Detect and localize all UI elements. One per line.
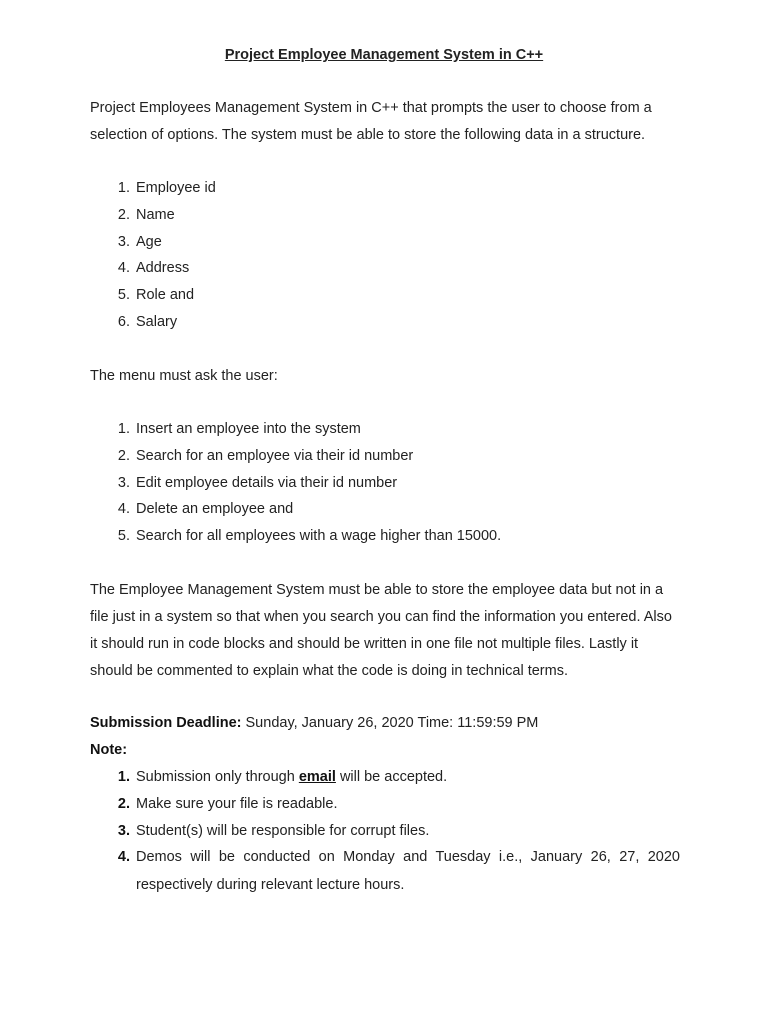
intro-paragraph: Project Employees Management System in C++ that prompts the user to choose from a selection of options. The system must be able to store the following data in a structure. (90, 100, 652, 143)
document-title: Project Employee Management System in C++ (224, 47, 544, 63)
list-item: 2. Name (117, 206, 175, 223)
submission-deadline (90, 710, 680, 737)
list-item: 5. Role and (117, 287, 195, 304)
email-emphasis: email (298, 769, 336, 785)
list-item: 1. Insert an employee into the system (117, 421, 361, 437)
list-item: 2. Search for an employee via their id number (117, 447, 414, 464)
data-fields-list (90, 175, 680, 336)
list-item: 2. Make sure your file is readable. (117, 795, 338, 812)
list-item: 3. Student(s) will be responsible for corrupt files. (117, 822, 430, 839)
notes-list (90, 764, 680, 899)
list-item: 1. Submission only through email will be accepted. (117, 769, 448, 785)
list-item: 3. Edit employee details via their id number (117, 474, 398, 491)
list-item: 4. Demos will be conducted on Monday and Tuesday i.e., January 26, 27, 2020 respectively during relevant lecture hours. (117, 849, 680, 894)
list-item: 1. Employee id (117, 180, 216, 196)
list-item: 5. Search for all employees with a wage higher than 15000. (117, 528, 502, 545)
menu-intro: The menu must ask the user: (90, 368, 278, 384)
list-item: 6. Salary (117, 313, 178, 330)
menu-items-list (90, 416, 680, 550)
deadline-label: Submission Deadline: (90, 715, 242, 731)
deadline-value: Sunday, January 26, 2020 Time: 11:59:59 PM (241, 715, 539, 731)
list-item: 4. Delete an employee and (117, 501, 294, 518)
list-item: 4. Address (117, 260, 190, 277)
note-heading: Note: (90, 742, 128, 758)
list-item: 3. Age (117, 233, 162, 250)
requirements-paragraph: The Employee Management System must be able to store the employee data but not in a file just in a system so that when you search you can find the information you entered. Also it should run in code blocks and should be written in one file not multiple files. Lastly it should be commented to explain what the code is doing in technical terms. (90, 582, 672, 679)
